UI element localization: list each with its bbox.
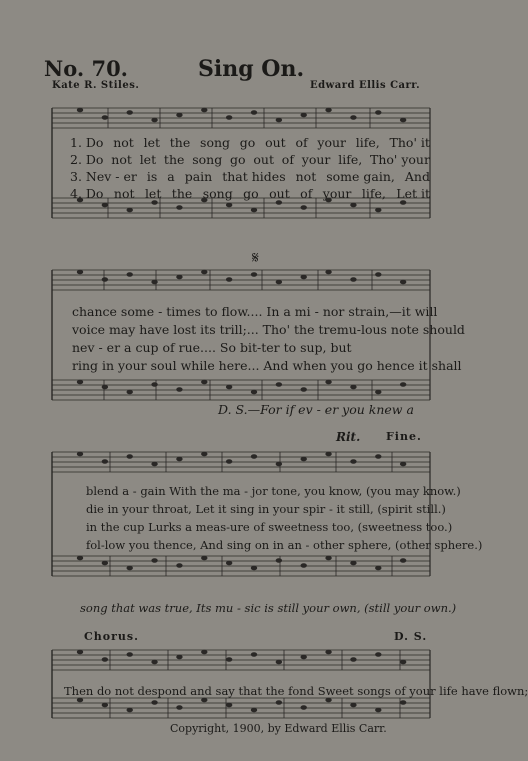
note-head — [127, 566, 133, 571]
verse-word: that hides — [222, 169, 286, 184]
note-head — [176, 705, 182, 710]
verse-word: the — [169, 135, 191, 150]
note-head — [375, 272, 381, 277]
lyric-line: fol-low you thence, And sing on in an - other sphere, (other sphere.) — [86, 538, 483, 552]
copyright-notice: Copyright, 1900, by Edward Ellis Carr. — [170, 722, 387, 735]
verse-word: 2. Do — [70, 152, 104, 167]
note-head — [251, 272, 257, 277]
note-head — [400, 462, 406, 467]
lyric-line: in the cup Lurks a meas-ure of sweetness too, (sweetness too.) — [86, 520, 453, 534]
verse-word: the — [171, 186, 193, 201]
note-head — [201, 270, 207, 275]
verse-word: life, — [338, 152, 363, 167]
note-head — [77, 452, 83, 457]
note-head — [176, 275, 182, 280]
ritardando-mark: Rit. — [336, 430, 361, 444]
note-head — [350, 561, 356, 566]
note-head — [176, 563, 182, 568]
note-head — [325, 556, 331, 561]
note-head — [350, 703, 356, 708]
note-head — [176, 457, 182, 462]
note-head — [151, 280, 157, 285]
note-head — [400, 280, 406, 285]
verse-word: go — [239, 135, 256, 150]
note-head — [375, 708, 381, 713]
lyric-line: nev - er a cup of rue.... So bit-ter to sup, but — [72, 340, 352, 355]
verse-word: let — [144, 186, 162, 201]
dal-segno-mark: D. S. — [394, 630, 428, 643]
note-head — [77, 380, 83, 385]
verse-word: of — [281, 152, 294, 167]
verse-line — [70, 152, 430, 167]
note-head — [102, 115, 108, 120]
note-head — [375, 208, 381, 213]
note-head — [102, 385, 108, 390]
note-head — [77, 650, 83, 655]
verse-line — [70, 135, 430, 150]
note-head — [350, 115, 356, 120]
verse-word: not — [111, 152, 132, 167]
note-head — [201, 650, 207, 655]
note-head — [151, 558, 157, 563]
refrain-line: song that was true, Its mu - sic is still your own, (still your own.) — [80, 601, 457, 615]
note-head — [251, 566, 257, 571]
note-head — [375, 566, 381, 571]
verse-word: go — [230, 152, 246, 167]
note-head — [276, 700, 282, 705]
note-head — [276, 118, 282, 123]
note-head — [325, 108, 331, 113]
note-head — [102, 703, 108, 708]
verse-word: not — [113, 135, 134, 150]
verse-word: life, — [361, 186, 386, 201]
note-head — [127, 454, 133, 459]
verse-word: 3. Nev - er — [70, 169, 137, 184]
note-head — [127, 390, 133, 395]
verse-word: not — [295, 169, 317, 184]
note-head — [226, 703, 232, 708]
note-head — [350, 657, 356, 662]
note-head — [375, 390, 381, 395]
note-head — [325, 452, 331, 457]
verse-word: let — [143, 135, 161, 150]
verse-word: song — [192, 152, 223, 167]
verse-word: let — [139, 152, 157, 167]
note-head — [226, 277, 232, 282]
note-head — [251, 708, 257, 713]
note-head — [325, 698, 331, 703]
note-head — [400, 382, 406, 387]
hymn-title: Sing On. — [198, 56, 305, 82]
note-head — [276, 280, 282, 285]
segno-sign: 𝄋 — [252, 248, 259, 267]
note-head — [151, 382, 157, 387]
fine-mark: Fine. — [386, 430, 422, 443]
note-head — [151, 660, 157, 665]
verse-word: song — [200, 135, 231, 150]
note-head — [400, 558, 406, 563]
verse-word: go — [243, 186, 259, 201]
verse-word: Tho' it — [389, 135, 430, 150]
verse-word: out — [253, 152, 274, 167]
note-head — [325, 380, 331, 385]
author-credit: Kate R. Stiles. — [52, 80, 140, 91]
note-head — [375, 652, 381, 657]
verse-word: song — [202, 186, 233, 201]
lyric-line: blend a - gain With the ma - jor tone, you know, (you may know.) — [86, 484, 461, 498]
note-head — [276, 558, 282, 563]
hymn-number: No. 70. — [44, 56, 128, 81]
note-head — [301, 655, 307, 660]
composer-credit: Edward Ellis Carr. — [310, 80, 421, 91]
verse-word: your — [317, 135, 347, 150]
note-head — [127, 708, 133, 713]
verse-word: of — [300, 186, 313, 201]
note-head — [201, 380, 207, 385]
note-head — [350, 385, 356, 390]
chorus-lyric: Then do not despond and say that the fond Sweet songs of your life have flown; — [64, 684, 528, 698]
lyric-line: die in your throat, Let it sing in your spir - it still, (spirit still.) — [86, 502, 446, 516]
note-head — [301, 563, 307, 568]
verse-word: pain — [184, 169, 213, 184]
note-head — [251, 454, 257, 459]
note-head — [102, 203, 108, 208]
note-head — [127, 652, 133, 657]
note-head — [102, 561, 108, 566]
verse-word: Tho' your — [370, 152, 430, 167]
verse-word: the — [163, 152, 185, 167]
note-head — [301, 705, 307, 710]
note-head — [350, 203, 356, 208]
note-head — [176, 655, 182, 660]
note-head — [77, 556, 83, 561]
note-head — [325, 650, 331, 655]
verse-word: 4. Do — [70, 186, 104, 201]
note-head — [375, 454, 381, 459]
refrain-line: D. S.—For if ev - er you knew a — [218, 402, 414, 417]
note-head — [151, 118, 157, 123]
note-head — [201, 556, 207, 561]
note-head — [251, 208, 257, 213]
note-head — [301, 113, 307, 118]
note-head — [102, 657, 108, 662]
verse-word: And — [404, 169, 430, 184]
lyric-line: voice may have lost its trill;... Tho' the tremu-lous note should — [72, 322, 465, 337]
verse-word: a — [167, 169, 175, 184]
note-head — [226, 385, 232, 390]
verse-word: out — [265, 135, 286, 150]
verse-line — [70, 169, 430, 184]
verse-word: life, — [355, 135, 380, 150]
note-head — [301, 205, 307, 210]
note-head — [400, 660, 406, 665]
note-head — [127, 272, 133, 277]
note-head — [226, 657, 232, 662]
chorus-heading: Chorus. — [84, 630, 139, 643]
note-head — [77, 270, 83, 275]
verse-word: Let it — [396, 186, 430, 201]
verse-word: your — [301, 152, 331, 167]
note-head — [127, 110, 133, 115]
note-head — [176, 205, 182, 210]
note-head — [127, 208, 133, 213]
note-head — [102, 459, 108, 464]
verse-word: your — [322, 186, 352, 201]
lyric-line: chance some - times to flow.... In a mi - nor strain,—it will — [72, 304, 438, 319]
note-head — [251, 652, 257, 657]
note-head — [226, 459, 232, 464]
note-head — [226, 115, 232, 120]
verse-word: 1. Do — [70, 135, 104, 150]
note-head — [251, 110, 257, 115]
note-head — [226, 561, 232, 566]
note-head — [301, 387, 307, 392]
note-head — [350, 277, 356, 282]
note-head — [276, 382, 282, 387]
note-head — [226, 203, 232, 208]
verse-word: is — [146, 169, 158, 184]
note-head — [201, 452, 207, 457]
note-head — [350, 459, 356, 464]
verse-word: some gain, — [326, 169, 395, 184]
note-head — [375, 110, 381, 115]
note-head — [325, 270, 331, 275]
note-head — [301, 275, 307, 280]
note-head — [276, 462, 282, 467]
verse-word: of — [295, 135, 308, 150]
note-head — [251, 390, 257, 395]
note-head — [301, 457, 307, 462]
note-head — [400, 700, 406, 705]
note-head — [176, 387, 182, 392]
note-head — [151, 462, 157, 467]
verse-word: out — [269, 186, 290, 201]
note-head — [276, 660, 282, 665]
note-head — [201, 698, 207, 703]
note-head — [400, 118, 406, 123]
verse-line — [70, 186, 430, 201]
note-head — [77, 698, 83, 703]
lyric-line: ring in your soul while here... And when you go hence it shall — [72, 358, 462, 373]
note-head — [176, 113, 182, 118]
note-head — [151, 700, 157, 705]
note-head — [102, 277, 108, 282]
note-head — [77, 108, 83, 113]
note-head — [201, 108, 207, 113]
verse-word: not — [113, 186, 135, 201]
